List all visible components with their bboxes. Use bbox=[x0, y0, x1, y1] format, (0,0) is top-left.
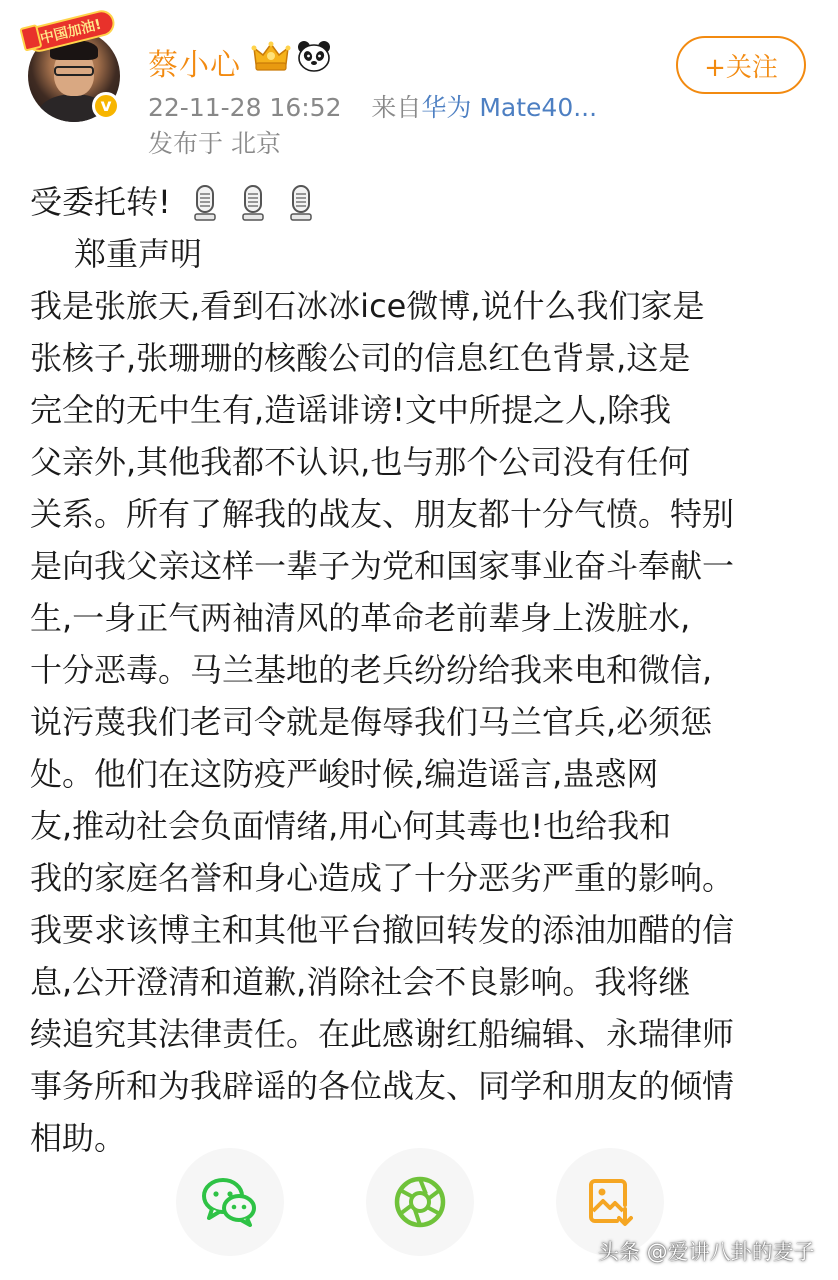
post-line: 续追究其法律责任。在此感谢红船编辑、永瑞律师 bbox=[30, 1015, 735, 1053]
avatar[interactable] bbox=[26, 14, 124, 118]
microphone-icon bbox=[287, 184, 315, 224]
device-link[interactable]: 华为 Mate40... bbox=[421, 93, 598, 122]
post-line: 关系。所有了解我的战友、朋友都十分气愤。特别 bbox=[30, 495, 735, 533]
post-line: 我的家庭名誉和身心造成了十分恶劣严重的影响。 bbox=[30, 859, 735, 897]
source-watermark: 头条 @爱讲八卦的麦子 bbox=[598, 1240, 815, 1264]
panda-icon[interactable] bbox=[296, 38, 332, 74]
post-timestamp: 22-11-28 16:52 bbox=[148, 93, 342, 122]
verified-badge-icon: v bbox=[92, 92, 120, 120]
post-meta bbox=[148, 88, 597, 124]
post-line: 相助。 bbox=[30, 1119, 127, 1157]
microphone-icon bbox=[191, 184, 219, 224]
post-line-text: 受委托转! bbox=[30, 183, 171, 221]
user-name[interactable]: 蔡小心 bbox=[148, 48, 241, 83]
source-prefix: 来自 bbox=[371, 93, 422, 122]
microphone-icon bbox=[239, 184, 267, 224]
wechat-icon bbox=[200, 1176, 260, 1228]
post-line: 张核子,张珊珊的核酸公司的信息红色背景,这是 bbox=[30, 339, 691, 377]
post-line: 十分恶毒。马兰基地的老兵纷纷给我来电和微信, bbox=[30, 651, 713, 689]
post-line: 友,推动社会负面情绪,用心何其毒也!也给我和 bbox=[30, 807, 672, 845]
post-line: 父亲外,其他我都不认识,也与那个公司没有任何 bbox=[30, 443, 691, 481]
post-line: 生,一身正气两袖清风的革命老前辈身上泼脏水, bbox=[30, 599, 691, 637]
follow-button[interactable]: +关注 bbox=[676, 36, 806, 94]
post-line: 处。他们在这防疫严峻时候,编造谣言,蛊惑网 bbox=[30, 755, 659, 793]
post-line: 我是张旅天,看到石冰冰ice微博,说什么我们家是 bbox=[30, 287, 705, 325]
post-line bbox=[30, 176, 815, 228]
post-line: 郑重声明 bbox=[74, 235, 203, 273]
post-line: 是向我父亲这样一辈子为党和国家事业奋斗奉献一 bbox=[30, 547, 735, 585]
share-moments-button[interactable] bbox=[366, 1148, 474, 1256]
post-line: 事务所和为我辟谣的各位战友、同学和朋友的倾情 bbox=[30, 1067, 735, 1105]
save-image-icon bbox=[587, 1177, 633, 1227]
share-wechat-button[interactable] bbox=[176, 1148, 284, 1256]
wechat-moments-icon bbox=[393, 1175, 447, 1229]
post-location: 发布于 北京 bbox=[148, 129, 281, 158]
vip-crown-icon[interactable] bbox=[250, 38, 292, 74]
post-line: 说污蔑我们老司令就是侮辱我们马兰官兵,必须惩 bbox=[30, 703, 713, 741]
avatar-banner-text: 中国加油! bbox=[38, 16, 104, 48]
post-line: 我要求该博主和其他平台撤回转发的添油加醋的信 bbox=[30, 911, 735, 949]
post-content bbox=[30, 176, 815, 1164]
post-line: 完全的无中生有,造谣诽谤!文中所提之人,除我 bbox=[30, 391, 672, 429]
post-line: 息,公开澄清和道歉,消除社会不良影响。我将继 bbox=[30, 963, 691, 1001]
